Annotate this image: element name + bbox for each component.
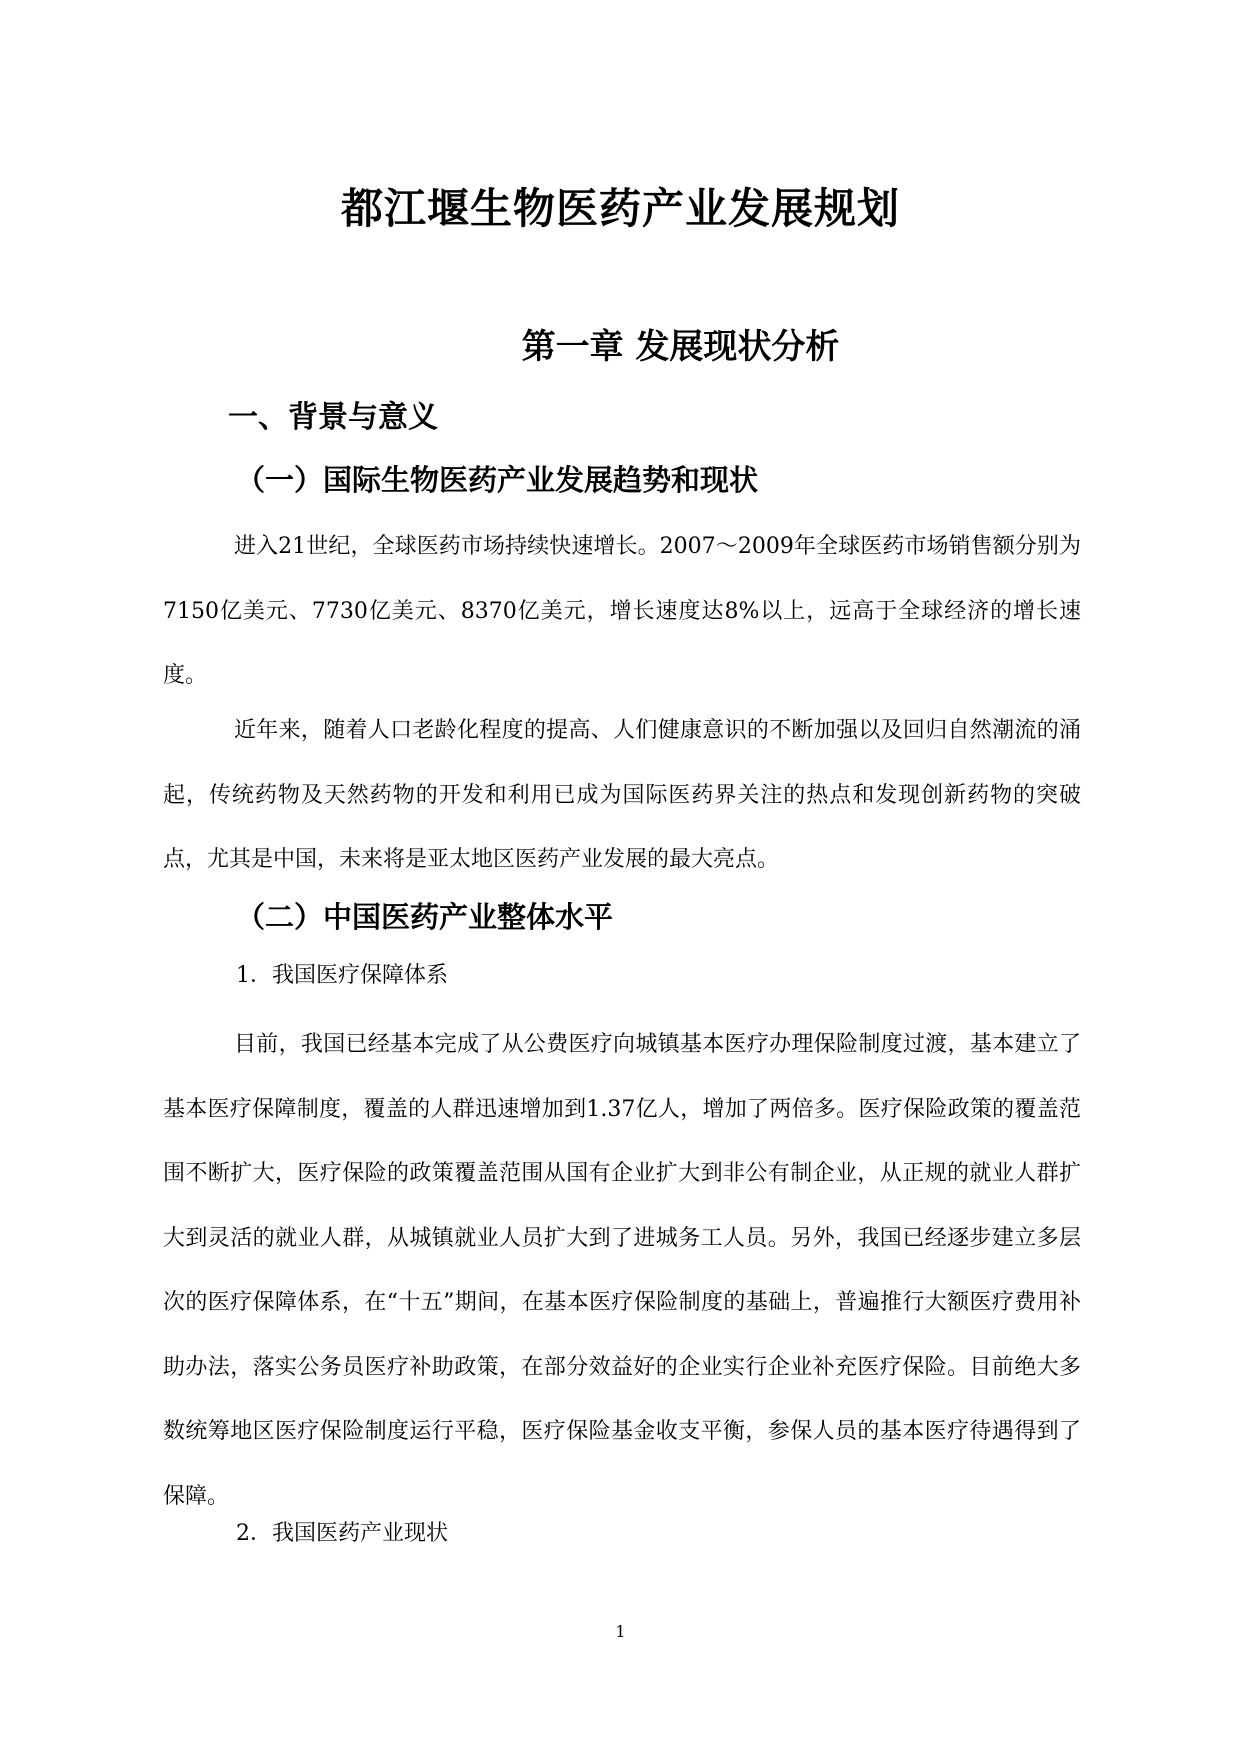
paragraph-medical-security: 目前，我国已经基本完成了从公费医疗向城镇基本医疗办理保险制度过渡，基本建立了基本医疗保障制度，覆盖的人群迅速增加到1.37亿人，增加了两倍多。医疗保险政策的覆盖范围不断扩大，医疗保险的政策覆盖范围从国有企业扩大到非公有制企业，从正规的就业人群扩大到灵活的就业人群，从城镇就业人员扩大到了进城务工人员。另外，我国已经逐步建立多层次的医疗保障体系，在“十五”期间，在基本医疗保险制度的基础上，普遍推行大额医疗费用补助办法，落实公务员医疗补助政策，在部分效益好的企业实行企业补充医疗保险。目前绝大多数统筹地区医疗保险制度运行平稳，医疗保险基金收支平衡，参保人员的基本医疗待遇得到了保障。 [163,1032,1081,1509]
page-number: 1 [615,1622,626,1641]
item-heading-medical-security: 1．我国医疗保障体系 [236,963,448,988]
section-heading: 一、背景与意义 [228,400,438,435]
document-title: 都江堰生物医药产业发展规划 [340,184,900,233]
paragraph-traditional-medicine: 近年来，随着人口老龄化程度的提高、人们健康意识的不断加强以及回归自然潮流的涌起，传统药物及天然药物的开发和利用已成为国际医药界关注的热点和发现创新药物的突破点，尤其是中国，未来将是亚太地区医药产业发展的最大亮点。 [163,718,1081,872]
paragraph-market-growth: 进入21世纪，全球医药市场持续快速增长。2007～2009年全球医药市场销售额分别为7150亿美元、7730亿美元、8370亿美元，增长速度达8%以上，远高于全球经济的增长速度。 [163,534,1081,688]
subsection-heading-international: （一）国际生物医药产业发展趋势和现状 [236,463,759,497]
subsection-heading-china: （二）中国医药产业整体水平 [236,900,614,934]
item-heading-industry-status: 2．我国医药产业现状 [236,1521,448,1546]
chapter-heading: 第一章 发展现状分析 [521,327,840,367]
